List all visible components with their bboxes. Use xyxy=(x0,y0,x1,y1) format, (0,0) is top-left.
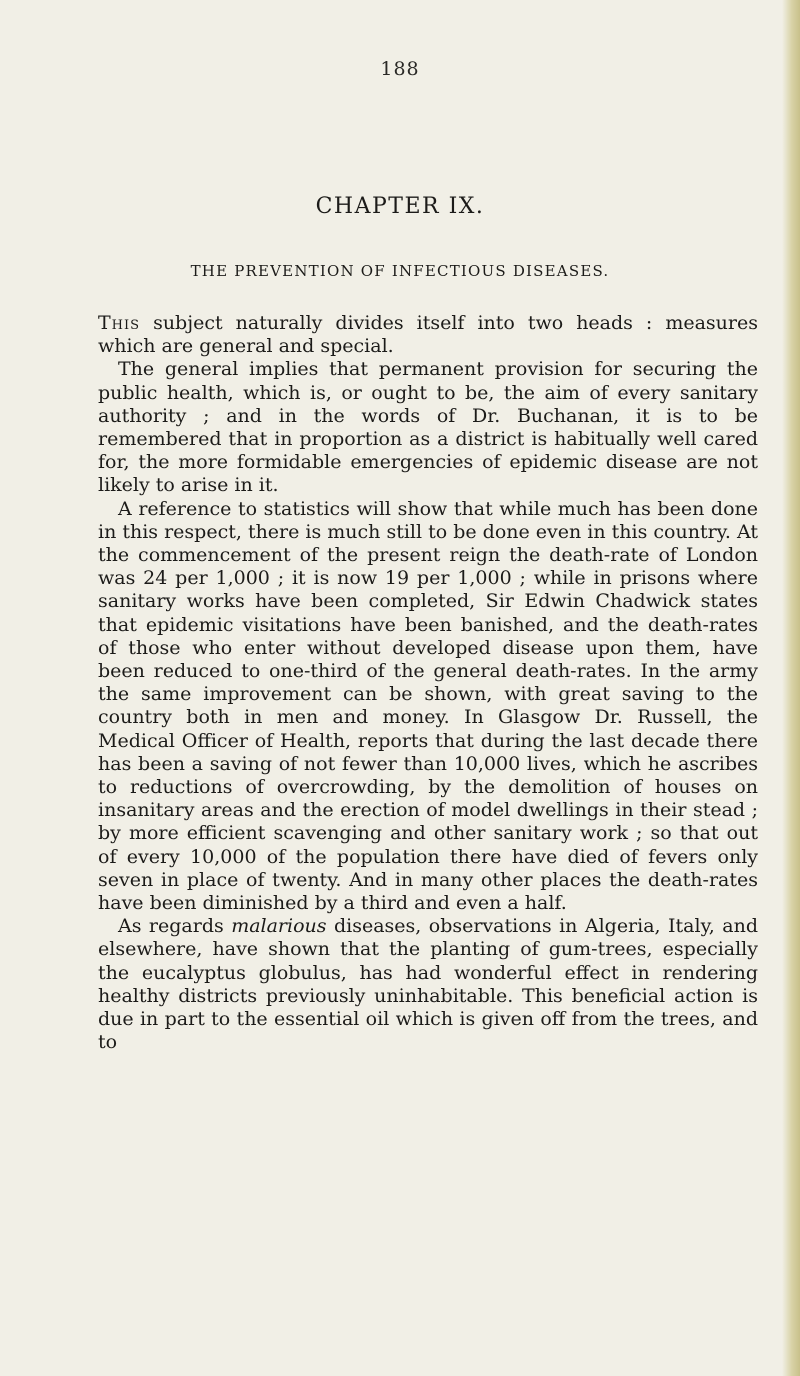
chapter-title: CHAPTER IX. xyxy=(315,194,485,219)
paragraph-text: The general implies that permanent provision for securing the public health, which is, or ought to be, the aim of every sanitary authority ; and in the words of Dr. Buchanan, it is to be remembered that in proportion as a district is habitually well cared for, the more formidable emergencies of epidemic disease are not likely to arise in it. xyxy=(98,358,758,497)
paragraph-3 xyxy=(98,498,758,916)
paragraph-lead-word: This xyxy=(98,312,141,334)
page-number: 188 xyxy=(380,58,420,80)
paragraph-2 xyxy=(98,358,758,497)
paragraph-text: diseases, observations in Algeria, Italy, and elsewhere, have shown that the planting of gum-trees, especially the eucalyptus globulus, has had wonderful effect in rendering healthy districts previously uninhabitable. This beneficial action is due in part to the essential oil which is given off from the trees, and to xyxy=(98,915,758,1054)
section-title: THE PREVENTION OF INFECTIOUS DISEASES. xyxy=(190,262,610,280)
body-text xyxy=(98,312,758,1055)
paragraph-4 xyxy=(98,915,758,1054)
paragraph-text: As regards xyxy=(118,915,232,938)
paragraph-text: subject naturally divides itself into two heads : measures which are general and special. xyxy=(98,312,758,358)
paragraph-text: A reference to statistics will show that while much has been done in this respect, there is much still to be done even in this country. At the commencement of the present reign the death-rate of London was 24 per 1,000 ; it is now 19 per 1,000 ; while in prisons where sanitary works have been completed, Sir Edwin Chadwick states that epidemic visitations have been banished, and the death-rates of those who enter without developed disease upon them, have been reduced to one-third of the general death-rates. In the army the same improvement can be shown, with great saving to the country both in men and money. In Glasgow Dr. Russell, the Medical Officer of Health, reports that during the last decade there has been a saving of not fewer than 10,000 lives, which he ascribes to reductions of overcrowding, by the demolition of houses on insanitary areas and the erection of model dwellings in their stead ; by more efficient scavenging and other sanitary work ; so that out of every 10,000 of the population there have died of fevers only seven in place of twenty. And in many other places the death-rates have been diminished by a third and even a half. xyxy=(98,497,758,915)
paragraph-italic-term: malarious xyxy=(231,915,327,938)
paragraph-1 xyxy=(98,312,758,358)
